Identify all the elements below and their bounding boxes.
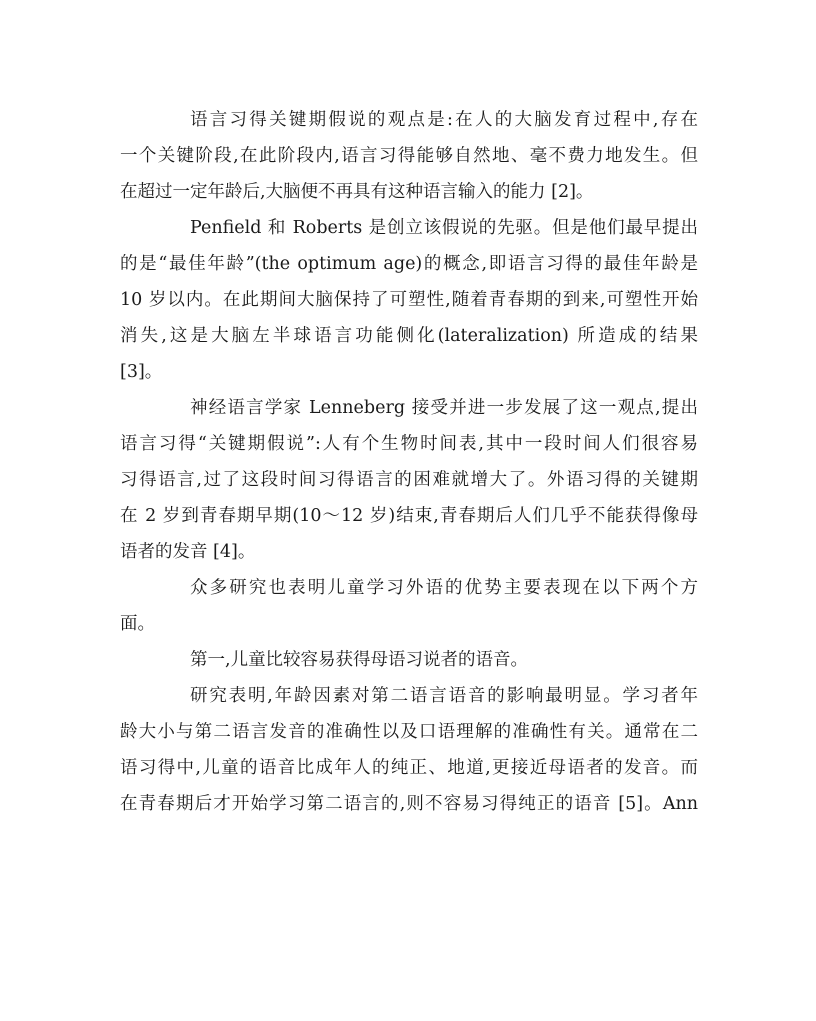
paragraph-line: Penfield 和 Roberts 是创立该假说的先驱。但是他们最早提出 xyxy=(190,218,698,238)
paragraph-line: 语言习得关键期假说的观点是:在人的大脑发育过程中,存在 xyxy=(190,110,698,130)
paragraph-line: 消失,这是大脑左半球语言功能侧化(lateralization) 所造成的结果 xyxy=(120,326,698,346)
paragraph-line: 在超过一定年龄后,大脑便不再具有这种语言输入的能力 [2]。 xyxy=(120,182,594,202)
paragraph-line: 一个关键阶段,在此阶段内,语言习得能够自然地、毫不费力地发生。但 xyxy=(120,146,698,166)
paragraph-line: 语习得中,儿童的语音比成年人的纯正、地道,更接近母语者的发音。而 xyxy=(120,758,698,778)
paragraph-line: 10 岁以内。在此期间大脑保持了可塑性,随着青春期的到来,可塑性开始 xyxy=(120,290,698,310)
paragraph-line: [3]。 xyxy=(120,362,163,382)
paragraph-line: 面。 xyxy=(120,614,155,634)
paragraph-line: 第一,儿童比较容易获得母语习说者的语音。 xyxy=(190,650,529,670)
paragraph-line: 神经语言学家 Lenneberg 接受并进一步发展了这一观点,提出 xyxy=(190,398,698,418)
paragraph-line: 的是“最佳年龄”(the optimum age)的概念,即语言习得的最佳年龄是 xyxy=(120,254,698,274)
paragraph-line: 众多研究也表明儿童学习外语的优势主要表现在以下两个方 xyxy=(190,578,698,598)
paragraph-line: 语言习得“关键期假说”:人有个生物时间表,其中一段时间人们很容易 xyxy=(120,434,698,454)
paragraph-line: 习得语言,过了这段时间习得语言的困难就增大了。外语习得的关键期 xyxy=(120,470,698,490)
paragraph-line: 语者的发音 [4]。 xyxy=(120,542,256,562)
paragraph-line: 在青春期后才开始学习第二语言的,则不容易习得纯正的语音 [5]。Ann xyxy=(120,794,698,814)
document-body xyxy=(120,104,698,824)
paragraph-line: 在 2 岁到青春期早期(10～12 岁)结束,青春期后人们几乎不能获得像母 xyxy=(120,506,698,526)
paragraph-line: 龄大小与第二语言发音的准确性以及口语理解的准确性有关。通常在二 xyxy=(120,722,698,742)
paragraph-line: 研究表明,年龄因素对第二语言语音的影响最明显。学习者年 xyxy=(190,686,698,706)
